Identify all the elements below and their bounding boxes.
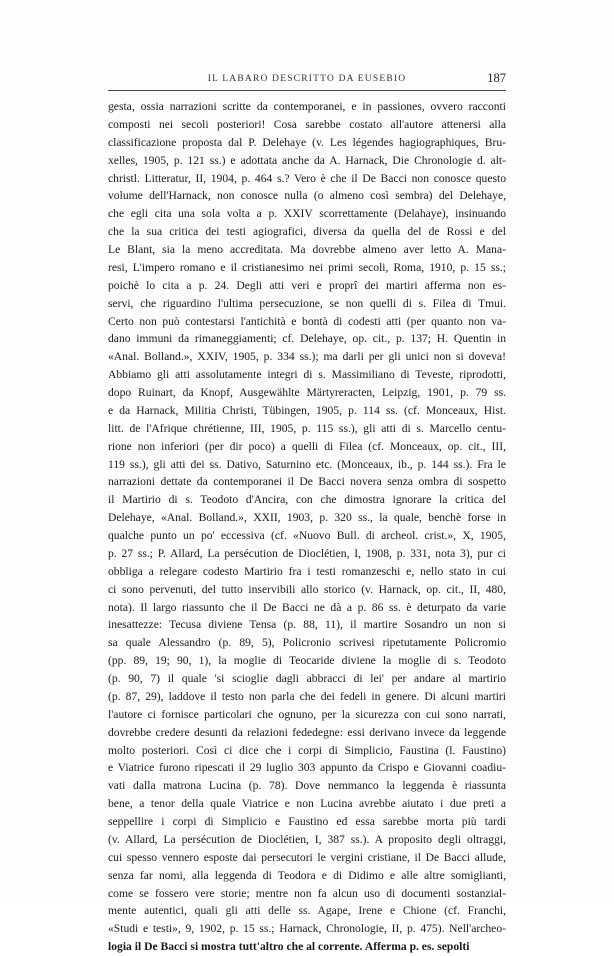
text-line: logia il De Bacci si mostra tutt'altro che al corrente. Afferma p. es. sepolti: [108, 940, 470, 954]
text-line: rione non inferiori (per dir poco) a quelli di Filea (cf. Monceaux, op. cit., III,: [108, 439, 506, 453]
text-line: qualche punto un po' eccessiva (cf. «Nuovo Bull. di archeol. crist.», X, 1905,: [108, 529, 506, 542]
text-line: (p. 87, 29), laddove il testo non parla che dei fedeli in genere. Di alcuni martiri: [108, 689, 506, 703]
text-line: p. 27 ss.; P. Allard, La persécution de Dioclétien, I, 1908, p. 331, nota 3), pur ci: [108, 546, 506, 560]
text-line: dopo Ruinart, da Knopf, Ausgewählte Märtyreracten, Leipzig, 1901, p. 79 ss.: [108, 386, 506, 399]
text-line: poichè lo cita a p. 24. Degli atti veri e proprî dei martiri afferma non es-: [108, 278, 506, 292]
text-line: bene, a tenor della quale Viatrice e non Lucina avrebbe aiutato i due preti a: [108, 797, 506, 811]
text-line: come se fossero vere storie; mentre non fa alcun uso di documenti sostanzial-: [108, 886, 506, 900]
text-line: xelles, 1905, p. 121 ss.) e adottata anche da A. Harnack, Die Chronologie d. alt-: [108, 153, 506, 167]
text-line: litt. de l'Afrique chrétienne, III, 1905, p. 115 ss.), gli atti di s. Marcello centu-: [108, 421, 506, 435]
text-line: inesattezze: Tecusa diviene Tensa (p. 88, 11), il martire Sosandro un non si: [108, 618, 506, 632]
page-header: [108, 66, 506, 88]
text-line: cui spesso vennero esposte dai persecutori le vergini cristiane, il De Bacci allude,: [108, 850, 506, 864]
text-line: (v. Allard, La persécution de Dioclétien, I, 387 ss.). A proposito degli oltraggi,: [108, 832, 506, 846]
page-number: 187: [487, 71, 506, 85]
text-line: Certo non può contestarsi l'antichità e bontà di codesti atti (per quanto non va-: [108, 314, 506, 328]
text-line: vati dalla matrona Lucina (p. 78). Dove nemmanco la leggenda è riassunta: [108, 779, 506, 793]
text-line: dano immuni da rimaneggiamenti; cf. Delehaye, op. cit., p. 137; H. Quentin in: [108, 332, 506, 346]
text-line: «Anal. Bolland.», XXIV, 1905, p. 334 ss.); ma darli per gli unici non si doveva!: [108, 350, 506, 364]
text-line: resi, L'impero romano e il cristianesimo nei primi secoli, Roma, 1910, p. 15 ss.;: [108, 260, 506, 274]
text-line: molto posteriori. Così ci dice che i corpi di Simplicio, Faustina (l. Faustino): [108, 743, 506, 757]
text-line: christl. Litteratur, II, 1904, p. 464 s.? Vero è che il De Bacci non conosce questo: [108, 171, 506, 185]
text-line: (p. 90, 7) il quale 'si scioglie dagli abbracci di lei' per andare al martirio: [108, 672, 506, 685]
text-line: Abbiamo gli atti assolutamente integri di s. Massimiliano di Teveste, riprodotti,: [108, 368, 506, 382]
text-line: Delehaye, «Anal. Bolland.», XXII, 1903, p. 320 ss., la quale, benchè forse in: [108, 511, 506, 525]
text-line: narrazioni dettate da contemporanei il De Bacci novera senza ombra di sospetto: [108, 475, 506, 489]
text-line: composti nei secoli posteriori! Cosa sarebbe costato all'autore attenersi alla: [108, 117, 506, 131]
text-line: seppellire i corpi di Simplicio e Faustino ed essa sarebbe morta più tardi: [108, 815, 506, 828]
text-line: e Viatrice furono ripescati il 29 luglio 303 appunto da Crispo e Giovanni coadiu-: [108, 761, 506, 775]
text-line: dovrebbe credere desunti da relazioni fededegne: essi derivano invece da leggende: [108, 725, 506, 739]
text-line: volume dell'Harnack, non conosce nulla (o almeno così sembra) del Delehaye,: [108, 189, 506, 203]
text-line: senza far nomi, alla leggenda di Teodora e di Didimo e alle altre somiglianti,: [108, 868, 506, 882]
text-line: 119 ss.), gli atti dei ss. Dativo, Saturnino etc. (Monceaux, ib., p. 144 ss.). Fra le: [108, 457, 506, 471]
text-line: gesta, ossia narrazioni scritte da contemporanei, e in passiones, ovvero racconti: [108, 100, 506, 113]
text-line: nota). Il largo riassunto che il De Bacci ne dà a p. 86 ss. è deturpato da varie: [108, 600, 506, 614]
text-line: «Studi e testi», 9, 1902, p. 15 ss.; Harnack, Chronologie, II, p. 475). Nell'archeo-: [108, 922, 506, 936]
text-line: obbliga a relegare codesto Martirio fra i testi romanzeschi e, nello stato in cui: [108, 564, 506, 578]
text-line: mente autentici, quali gli atti delle ss. Agape, Irene e Chione (cf. Franchi,: [108, 904, 506, 918]
text-line: il Martirio di s. Teodoto d'Ancira, con che dimostra ignorare la critica del: [108, 493, 506, 507]
text-line: l'autore ci fornisce particolari che ognuno, per la sicurezza con cui sono narrati,: [108, 707, 506, 721]
text-line: (pp. 89, 19; 90, 1), la moglie di Teocaride diviene la moglie di s. Teodoto: [108, 654, 506, 668]
text-line: che la sua critica dei testi agiografici, diversa da quella del de Rossi e del: [108, 225, 506, 239]
running-title: IL LABARO DESCRITTO DA EUSEBIO: [207, 74, 407, 84]
text-line: che egli cita una sola volta a p. XXIV scorrettamente (Delahaye), insinuando: [108, 207, 506, 221]
text-line: sa quale Alessandro (p. 89, 5), Policronio scrivesi ripetutamente Policromio: [108, 636, 506, 650]
text-line: Le Blant, sia la meno accreditata. Ma dovrebbe almeno aver letto A. Mana-: [108, 243, 506, 256]
text-line: classificazione proposta dal P. Delehaye (v. Les légendes hagiographiques, Bru-: [108, 135, 506, 149]
header-rule: [108, 90, 506, 91]
text-line: e da Harnack, Militia Christi, Tübingen, 1905, p. 114 ss. (cf. Monceaux, Hist.: [108, 403, 506, 417]
text-line: servi, che riguardino l'ultima persecuzione, se non quelli di s. Filea di Tmui.: [108, 296, 506, 310]
text-line: ci sono pervenuti, del tutto inservibili allo storico (v. Harnack, op. cit., II, 480,: [108, 582, 506, 596]
body-text: [108, 98, 506, 956]
